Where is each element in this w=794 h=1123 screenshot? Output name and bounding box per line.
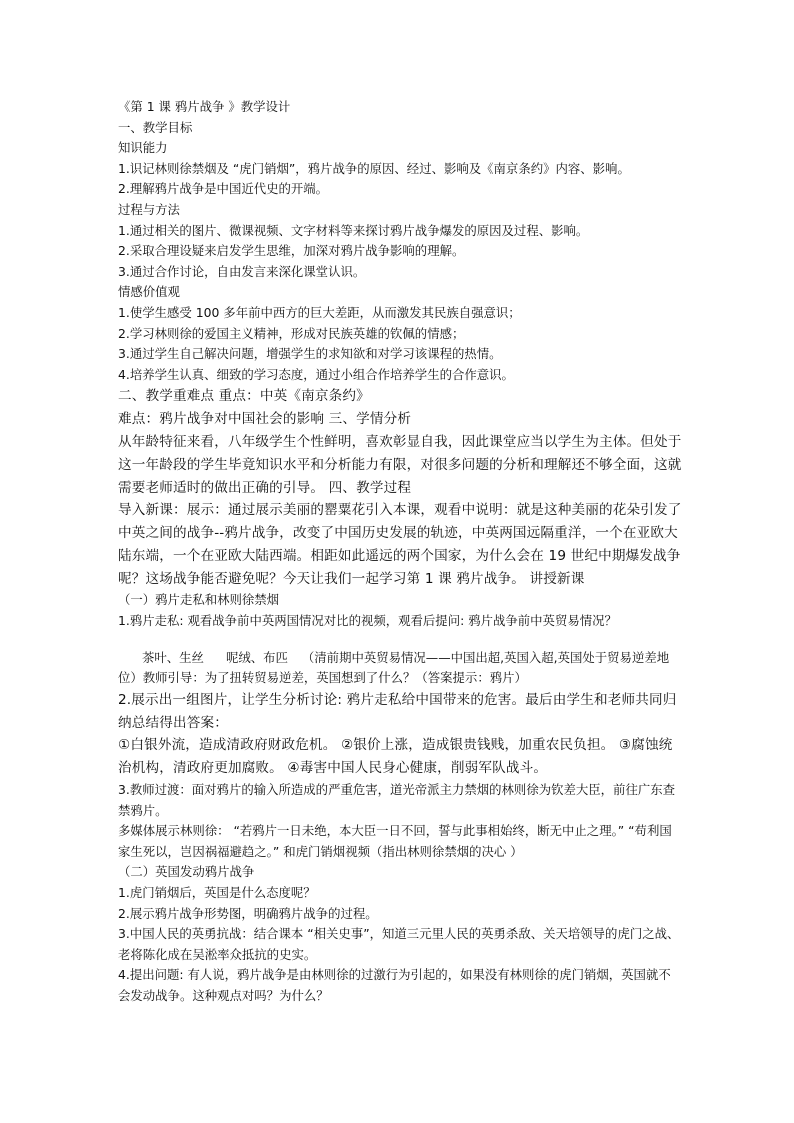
knowledge-item-2: 2.理解鸦片战争是中国近代史的开端。 (118, 181, 329, 197)
smuggling-harms: ①白银外流，造成清政府财政危机。 ②银价上涨，造成银贵钱贱，加重农民负担。 ③腐蚀统治机构，清政府更加腐败。 ④毒害中国人民身心健康，削弱军队战斗。 (118, 737, 673, 777)
subheading-knowledge: 知识能力 (118, 140, 168, 156)
war-item-4: 4.提出问题: 有人说，鸦片战争是由林则徐的过激行为引起的，如果没有林则徐的虎门销烟，英国就不会发动战争。这种观点对吗？为什么？ (118, 967, 671, 1003)
difficulty-and-student-analysis: 难点：鸦片战争对中国社会的影响 三、学情分析 (118, 411, 412, 428)
process-item-1: 1.通过相关的图片、微课视频、文字材料等来探讨鸦片战争爆发的原因及过程、影响。 (118, 222, 589, 238)
smuggling-item-2: 2.展示出一组图片，让学生分析讨论: 鸦片走私给中国带来的危害。最后由学生和老师共同归纳总结得出答案： (118, 691, 677, 731)
student-analysis-paragraph: 从年龄特征来看，八年级学生个性鲜明，喜欢彰显自我，因此课堂应当以学生为主体。但处于这一年龄段的学生毕竟知识水平和分析能力有限，对很多问题的分析和理解还不够全面，这就需要老师适时的做出正确的引导。 四、教学过程 (118, 433, 682, 496)
lesson-introduction-paragraph: 导入新课：展示：通过展示美丽的罂粟花引入本课，观看中说明：就是这种美丽的花朵引发了中英之间的战争--鸦片战争，改变了中国历史发展的轨迹，中英两国远隔重洋，一个在亚欧大陆东端，一个在亚欧大陆西端。相距如此遥远的两个国家，为什么会在 19 世纪中期爆发战争呢？这场战争能否避免呢？今天让我们一起学习第 1 课 鸦片战争。 讲授新课 (118, 502, 682, 587)
blank-line (118, 632, 683, 648)
war-item-1: 1.虎门销烟后，英国是什么态度呢？ (118, 885, 316, 901)
lin-zexu-quote: 多媒体展示林则徐： “若鸦片一日未绝，本大臣一日不回，誓与此事相始终，断无中止之理。” “苟利国家生死以，岂因祸福避趋之。” 和虎门销烟视频（指出林则徐禁烟的决心 ） (118, 823, 672, 859)
section-heading-objectives: 一、教学目标 (118, 119, 193, 135)
smuggling-item-3: 3.教师过渡：面对鸦片的输入所造成的严重危害，道光帝派主力禁烟的林则徐为钦差大臣，前往广东查禁鸦片。 (118, 782, 676, 818)
knowledge-item-1: 1.识记林则徐禁烟及 “虎门销烟”，鸦片战争的原因、经过、影响及《南京条约》内容、影响。 (118, 160, 630, 176)
subheading-values: 情感价值观 (118, 284, 180, 300)
subsection-smuggling: （一）鸦片走私和林则徐禁烟 (118, 592, 280, 608)
process-item-3: 3.通过合作讨论，自由发言来深化课堂认识。 (118, 263, 366, 279)
subsection-war: （二）英国发动鸦片战争 (118, 864, 255, 880)
values-item-2: 2.学习林则徐的爱国主义精神，形成对民族英雄的钦佩的情感； (118, 325, 465, 341)
trade-situation-text: （清前期中英贸易情况——中国出超,英国入超,英国处于贸易逆差地位）教师引导：为了扭转贸易逆差，英国想到了什么？（答案提示：鸦片） (118, 649, 670, 686)
values-item-3: 3.通过学生自己解决问题，增强学生的求知欲和对学习该课程的热情。 (118, 346, 502, 362)
values-item-1: 1.使学生感受 100 多年前中西方的巨大差距，从而激发其民族自强意识； (118, 304, 521, 320)
subheading-process: 过程与方法 (118, 201, 180, 217)
trade-situation-paragraph (118, 648, 683, 689)
war-item-2: 2.展示鸦片战争形势图，明确鸦片战争的过程。 (118, 905, 378, 921)
war-item-3: 3.中国人民的英勇抗战：结合课本 “相关史事”，知道三元里人民的英勇杀敌、关天培领导的虎门之战、老将陈化成在吴淞率众抵抗的史实。 (118, 926, 680, 962)
trade-item-china-exports: 茶叶、生丝 (142, 649, 204, 665)
section-heading-key-points: 二、教学重难点 重点：中英《南京条约》 (118, 388, 370, 405)
process-item-2: 2.采取合理设疑来启发学生思维，加深对鸦片战争影响的理解。 (118, 243, 465, 259)
trade-item-britain-exports: 呢绒、布匹 (225, 649, 288, 665)
smuggling-item-1: 1.鸦片走私: 观看战争前中英两国情况对比的视频，观看后提问: 鸦片战争前中英贸易情况？ (118, 613, 617, 629)
values-item-4: 4.培养学生认真、细致的学习态度，通过小组合作培养学生的合作意识。 (118, 366, 514, 382)
document-title: 《第 1 课 鸦片战争 》教学设计 (118, 99, 291, 114)
lesson-plan-document (118, 97, 683, 1007)
